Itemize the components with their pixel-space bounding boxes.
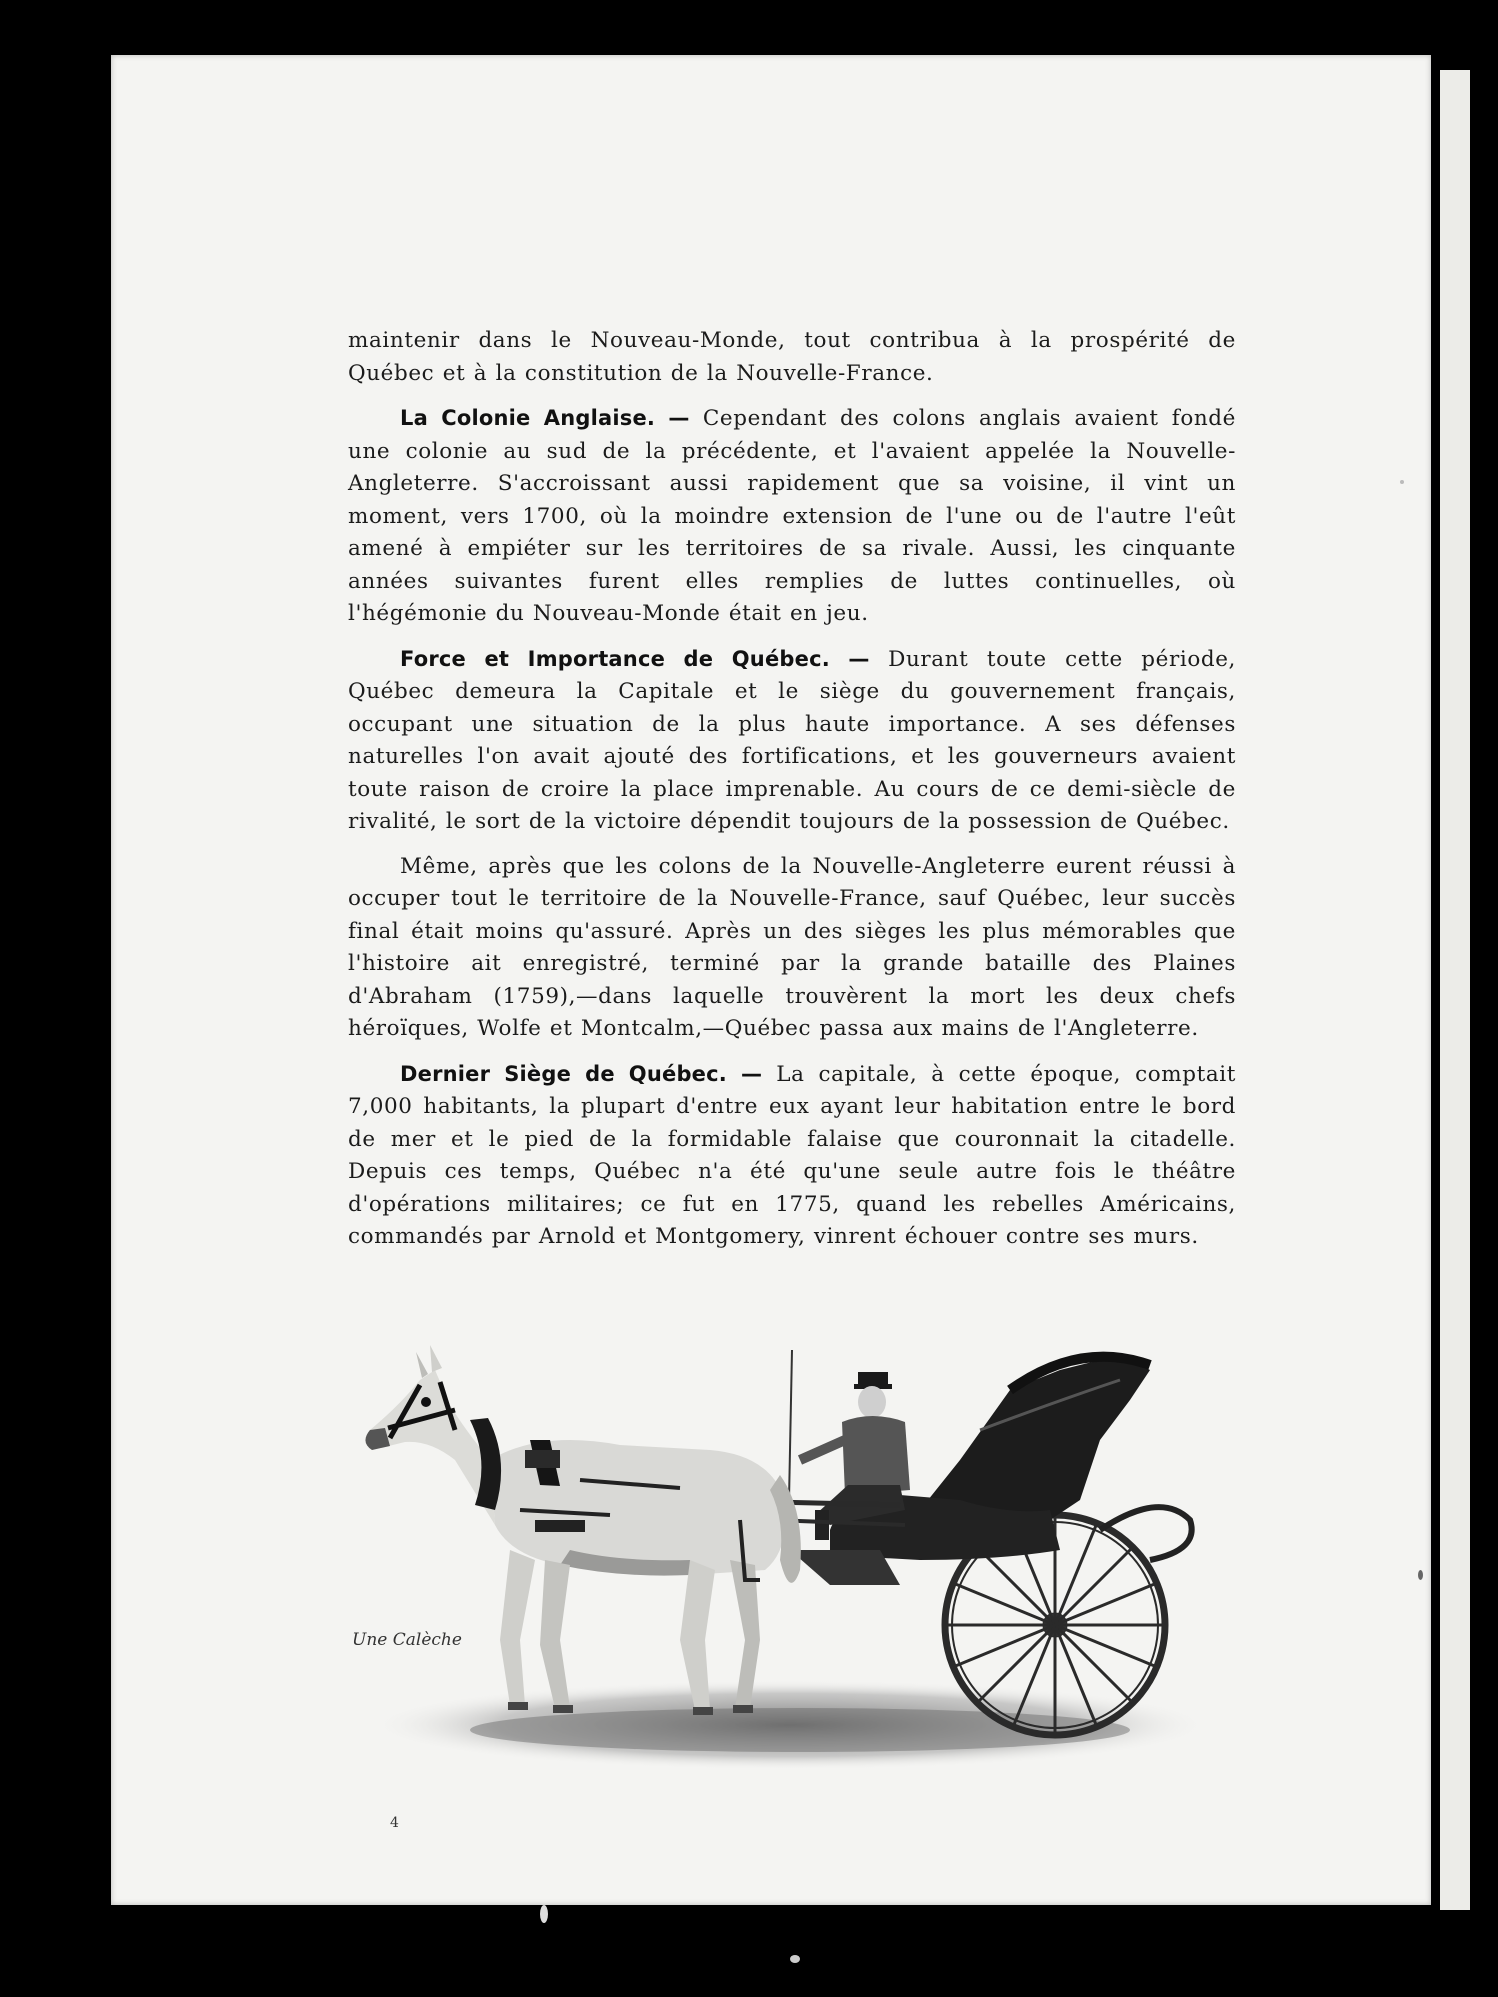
illustration-caption: Une Calèche [352,1630,462,1650]
scan-speck [1400,480,1404,484]
facing-page-edge [1440,70,1470,1910]
section-heading: La Colonie Anglaise. — [400,406,703,430]
scan-speck [540,1905,548,1923]
paragraph-text: Cependant des colons anglais avaient fondé une colonie au sud de la précédente, et l'avaient appelée la Nouvelle-Angleterre. S'accroissant aussi rapidement que sa voisine, il vint un moment, vers 1700, où la moindre extension de l'une ou de l'autre l'eût amené à empiéter sur les territoires de sa rivale. Aussi, les cinquante années suivantes furent elles remplies de luttes continuelles, où l'hégémonie du Nouveau-Monde était en jeu. [348,406,1236,626]
scan-speck [1418,1570,1423,1580]
section-heading: Force et Importance de Québec. — [400,646,889,671]
paragraph [348,643,1236,839]
section-heading: Dernier Siège de Québec. — [400,1061,777,1086]
paragraph-text: La capitale, à cette époque, comptait 7,000 habitants, la plupart d'entre eux ayant leur habitation entre le bord de mer et le pied de la formidable falaise que couronnait la citadelle. Depuis ces temps, Québec n'a été qu'une seule autre fois le théâtre d'opérations militaires; ce fut en 1775, quand les rebelles Américains, commandés par Arnold et Montgomery, vinrent échouer contre ses murs. [348,1061,1236,1249]
paragraph-text: Même, après que les colons de la Nouvelle-Angleterre eurent réussi à occuper tout le territoire de la Nouvelle-France, sauf Québec, leur succès final était moins qu'assuré. Après un des sièges les plus mémorables que l'histoire ait enregistré, terminé par la grande bataille des Plaines d'Abraham (1759),—dans laquelle trouvèrent la mort les deux chefs héroïques, Wolfe et Montcalm,—Québec passa aux mains de l'Angleterre. [348,853,1236,1041]
horse-figure [365,1345,800,1715]
paragraph [348,402,1236,631]
paragraph [348,325,1236,390]
paragraph-text: maintenir dans le Nouveau-Monde, tout contribua à la prospérité de Québec et à la constitution de la Nouvelle-France. [348,328,1236,386]
caleche-illustration [360,1310,1240,1780]
paragraph [348,851,1236,1046]
paragraph-text: Durant toute cette période, Québec demeura la Capitale et le siège du gouvernement français, occupant une situation de la plus haute importance. A ses défenses naturelles l'on avait ajouté des fortifications, et les gouverneurs avaient toute raison de croire la place imprenable. Au cours de ce demi-siècle de rivalité, le sort de la victoire dépendit toujours de la possession de Québec. [348,646,1236,834]
paragraph [348,1058,1236,1254]
body-text [348,325,1236,1266]
scan-speck [790,1955,800,1963]
page-number: 4 [390,1815,399,1831]
